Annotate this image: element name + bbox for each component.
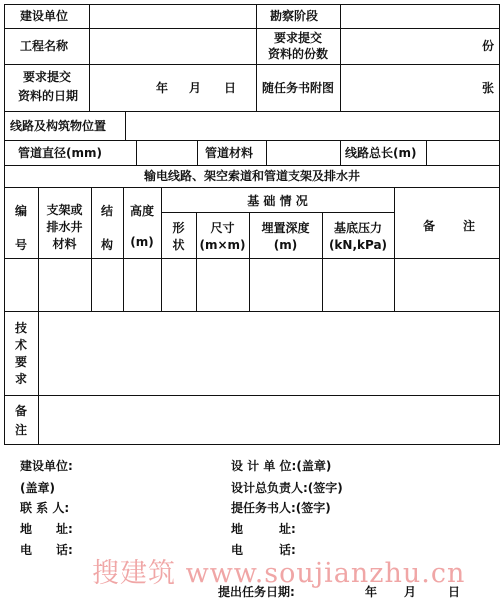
- remarks-1: 备: [14, 404, 27, 418]
- project-name-label: 工程名称: [20, 39, 69, 53]
- sheet-unit: 张: [482, 81, 495, 95]
- header-height-2: (m): [130, 235, 154, 249]
- rule-bottom: [4, 444, 500, 445]
- header-shape-1: 形: [172, 221, 185, 235]
- construction-unit-field[interactable]: [90, 5, 255, 27]
- header-no-2: 号: [14, 238, 27, 252]
- pipe-diameter-label: 管道直径(mm): [18, 146, 102, 160]
- tech-req-4: 求: [14, 372, 27, 386]
- tech-req-2: 术: [14, 338, 27, 352]
- header-remark-2: 注: [463, 219, 476, 233]
- remarks-field[interactable]: [39, 396, 498, 443]
- pipe-material-field[interactable]: [267, 141, 339, 164]
- copies-field[interactable]: [341, 29, 498, 63]
- footer-date-label: 提出任务日期:: [218, 585, 295, 599]
- header-size-2: (m×m): [199, 238, 246, 252]
- remarks-2: 注: [14, 423, 27, 437]
- project-name-field[interactable]: [90, 29, 255, 63]
- footer-design-unit: 设 计 单 位:(盖章): [231, 459, 332, 473]
- copies-label-2: 资料的份数: [267, 47, 328, 61]
- attachment-label: 随任务书附图: [262, 81, 335, 95]
- footer-seal: (盖章): [20, 481, 55, 495]
- footer-phone-right: 电 话:: [231, 543, 296, 557]
- header-pressure-1: 基底压力: [333, 221, 382, 235]
- header-structure-1: 结: [100, 204, 113, 218]
- date-label-1: 要求提交: [22, 70, 71, 84]
- date-label-2: 资料的日期: [17, 89, 78, 103]
- header-size-1: 尺寸: [210, 221, 235, 235]
- tech-req-field[interactable]: [39, 312, 498, 394]
- footer-date-day: 日: [448, 585, 461, 599]
- line-location-label: 线路及构筑物位置: [10, 119, 107, 133]
- survey-stage-field[interactable]: [341, 5, 498, 27]
- due-day: 日: [224, 81, 237, 95]
- footer-submitter: 提任务书人:(签字): [231, 501, 331, 515]
- footer-contact: 联 系 人:: [20, 501, 70, 515]
- footer-date-year: 年: [365, 585, 378, 599]
- tech-req-1: 技: [14, 321, 27, 335]
- pipe-material-label: 管道材料: [205, 146, 254, 160]
- header-support-3: 材料: [52, 237, 77, 251]
- section-title: 输电线路、架空索道和管道支架及排水井: [143, 169, 360, 183]
- header-shape-2: 状: [172, 238, 185, 252]
- rule-r1-b: [256, 4, 257, 111]
- table-row[interactable]: [5, 259, 499, 310]
- survey-stage-label: 勘察阶段: [270, 9, 319, 23]
- site-watermark: 搜建筑 www.soujianzhu.cn: [92, 558, 466, 589]
- rule-r5-d: [340, 140, 341, 165]
- footer-address-right: 地 址:: [231, 522, 296, 536]
- header-structure-2: 构: [100, 238, 113, 252]
- due-year: 年: [156, 81, 169, 95]
- due-date-field[interactable]: [90, 65, 255, 110]
- header-height-1: 高度: [129, 204, 154, 218]
- attachment-field[interactable]: [341, 65, 498, 110]
- header-no-1: 编: [14, 204, 27, 218]
- tech-req-3: 要: [14, 355, 27, 369]
- due-month: 月: [189, 81, 202, 95]
- footer-date-month: 月: [404, 585, 417, 599]
- header-remark-1: 备: [423, 219, 436, 233]
- rule-r5-b: [197, 140, 198, 165]
- rule-6: [4, 187, 500, 188]
- line-location-field[interactable]: [126, 112, 498, 139]
- rule-right: [499, 4, 500, 444]
- header-depth-1: 埋置深度: [261, 221, 310, 235]
- pipe-diameter-field[interactable]: [137, 141, 196, 164]
- copies-label-1: 要求提交: [273, 31, 322, 45]
- line-length-label: 线路总长(m): [345, 146, 417, 160]
- construction-unit-label: 建设单位: [20, 9, 69, 23]
- footer-address-left: 地 址:: [20, 522, 73, 536]
- footer-construction-unit: 建设单位:: [20, 459, 73, 473]
- header-pressure-2: (kN,kPa): [328, 238, 388, 252]
- footer-phone-left: 电 话:: [20, 543, 73, 557]
- copies-unit: 份: [482, 39, 495, 53]
- header-support-2: 排水井: [46, 220, 83, 234]
- footer-chief: 设计总负责人:(签字): [231, 481, 343, 495]
- header-depth-2: (m): [273, 238, 298, 252]
- header-foundation: 基 础 情 况: [247, 194, 308, 208]
- rule-5: [4, 165, 500, 166]
- header-support-1: 支架或: [46, 203, 83, 217]
- line-length-field[interactable]: [427, 141, 498, 164]
